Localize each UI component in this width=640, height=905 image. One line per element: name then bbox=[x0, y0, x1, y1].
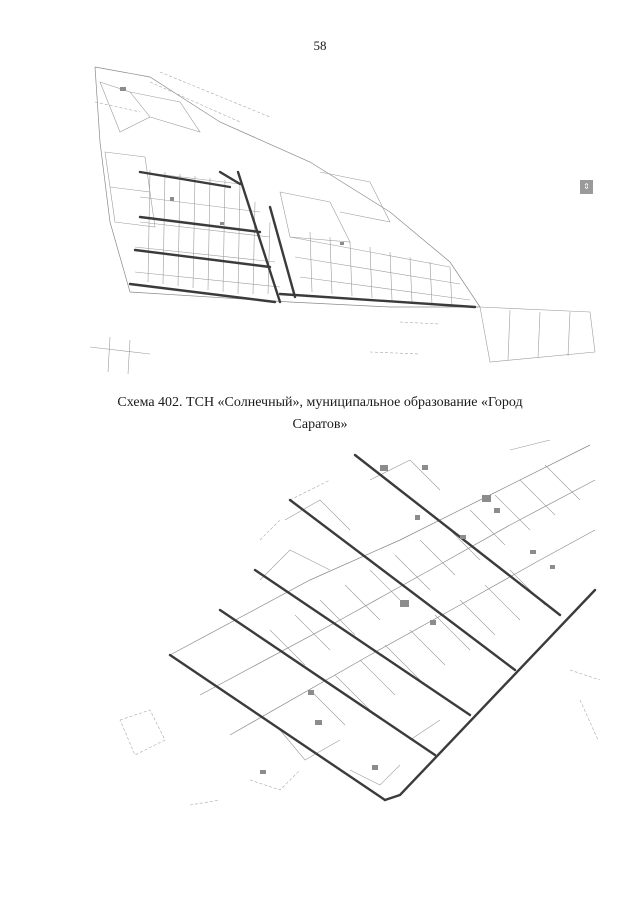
detail-map-drawing bbox=[110, 440, 600, 840]
map-marker-icon: ⇕ bbox=[580, 180, 593, 194]
detail-map bbox=[110, 440, 600, 840]
figure-caption-line2: Саратов» bbox=[292, 417, 348, 432]
figure-caption bbox=[60, 392, 580, 436]
detail-parcels bbox=[120, 440, 600, 805]
overview-map-drawing bbox=[90, 62, 605, 380]
page-number: 58 bbox=[313, 38, 327, 53]
overview-map bbox=[90, 62, 605, 380]
detail-roads bbox=[170, 455, 595, 800]
parcel-grid-right bbox=[280, 172, 470, 306]
figure-caption-line1: Схема 402. ТСН «Солнечный», муниципальное образование «Город bbox=[117, 395, 523, 410]
